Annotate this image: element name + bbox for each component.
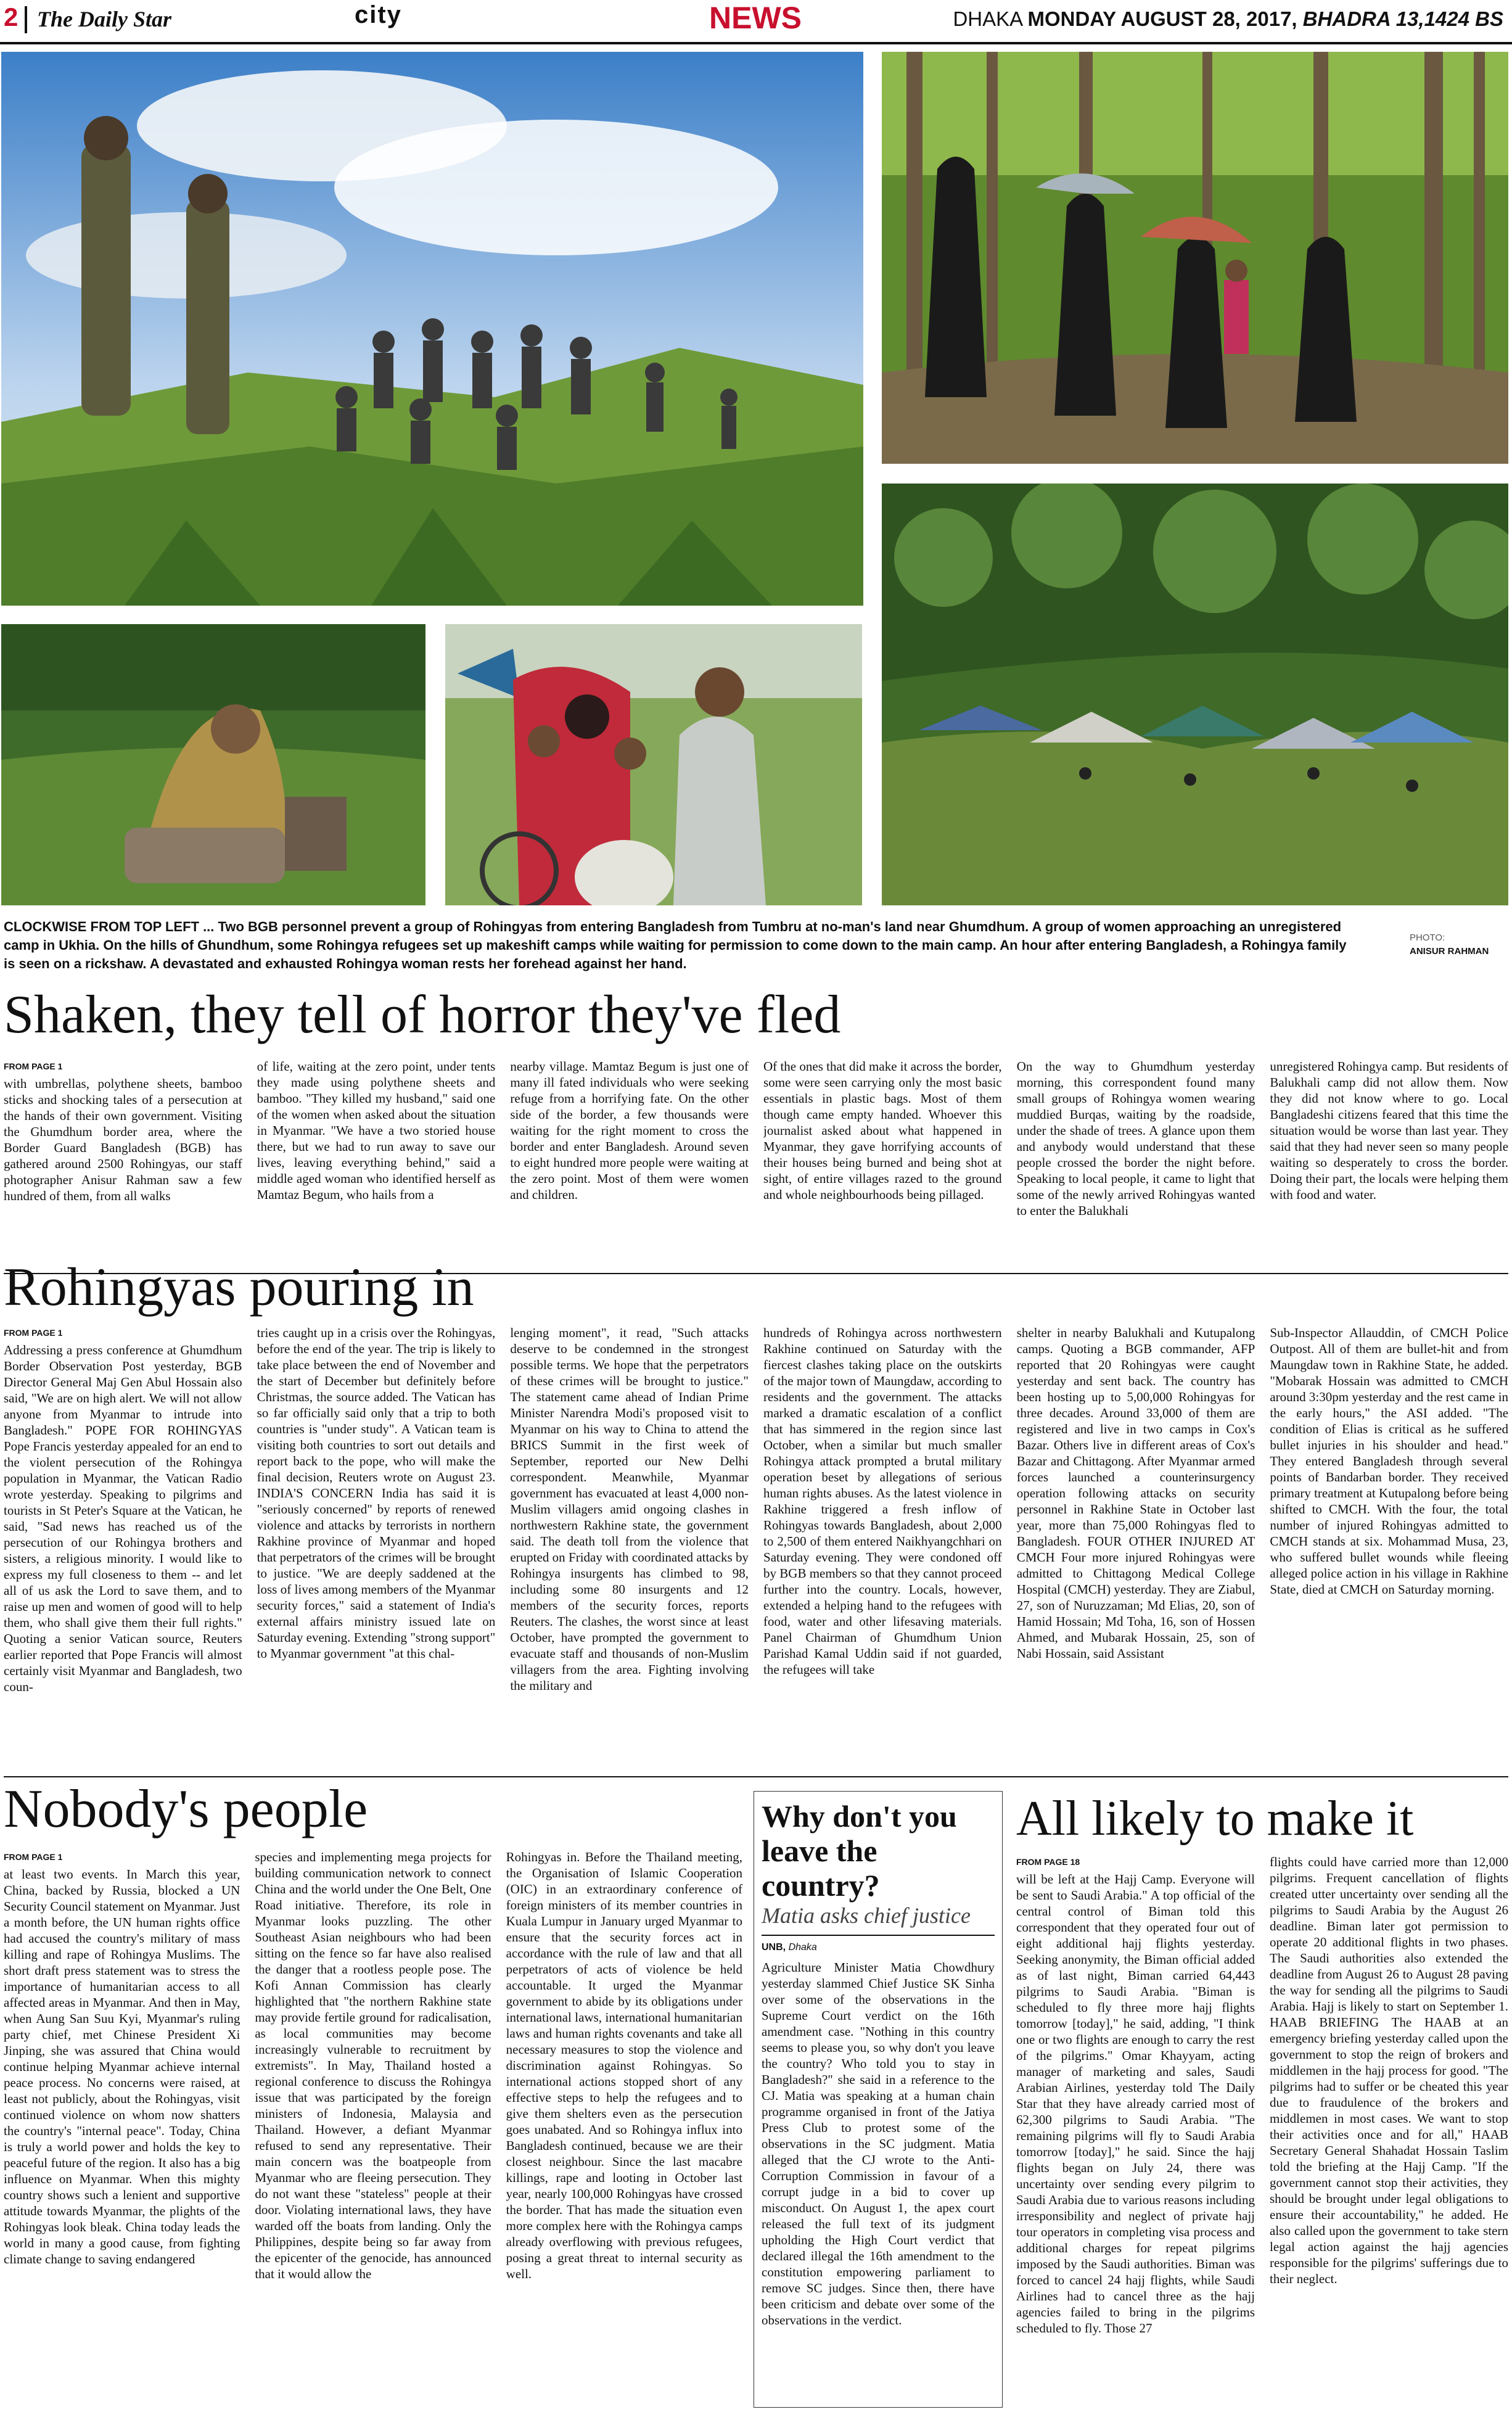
box-rule	[762, 1935, 995, 1936]
box-body	[762, 1959, 995, 2403]
box-subhead: Matia asks chief justice	[762, 1903, 971, 1928]
story1-col	[1270, 1058, 1508, 1268]
story1-col	[1017, 1058, 1255, 1268]
story3-col	[4, 1849, 240, 2408]
story2-col	[4, 1325, 242, 1769]
paragraph: flights could have carried more than 12,000 pilgrims. Frequent cancellation of flights created utter uncertainty over sending all the pilgrims to Saudi Arabia by the August 26 deadline. Biman later got permission to operate 20 additional flights in two phases. The Saudi authorities also extended the deadline from August 26 to August 28 paving the way for sending all the pilgrims to Saudi Arabia. Hajj is likely to start on September 1. HAAB BRIEFING The HAAB at an emergency briefing yesterday called upon the government to stop the reign of brokers and middlemen in the hajj process for good. "The pilgrims had to suffer or be cheated this year due to fraudulence of the brokers and middlemen in most cases. We want to stop their activities once and for all," HAAB Secretary General Shahadat Hossain Taslim told the briefing at the Hajj Camp. "If the government cannot stop their activities, they should be brought under legal obligations to ensure their accountability," he added. He also called upon the government to take stern legal action against the hajj agencies responsible for the pilgrims' sufferings due to their neglect.	[1270, 1854, 1508, 2286]
dateline-bangla: BHADRA 13,1424 BS	[1302, 7, 1503, 30]
photo-credit-name: ANISUR RAHMAN	[1410, 946, 1489, 957]
from-page: FROM PAGE 18	[1016, 1857, 1080, 1867]
section-rule	[4, 1776, 1508, 1777]
paragraph: species and implementing mega projects for building communication network to connect China and the world under the One Belt, One Road initiative. Therefore, its role in Myanmar looks puzzling. The other Southeast Asian neighbours who had been sitting on the fence so far have also realised the danger that a rootless people pose. The Kofi Annan Commission has clearly highlighted that "the northern Rakhine state may provide fertile ground for radicalisation, as local communities may become increasingly vulnerable to recruitment by extremists". In May, Thailand hosted a regional conference to discuss the Rohingya issue that was participated by the foreign ministers of Indonesia, Malaysia and Thailand. However, a defiant Myanmar refused to send any representative. Their main concern was the boatpeople from Myanmar who are fleeing persecution. They do not want these "stateless" people at their door. Violating international laws, they have warded off the boats from landing. Only the Philippines, despite being so far away from the epicenter of the genocide, has announced that it would allow the	[255, 1850, 491, 2281]
paragraph: Agriculture Minister Matia Chowdhury yesterday slammed Chief Justice SK Sinha over some of the observations in the Supreme Court verdict on the 16th amendment case. "Nothing in this country seems to please you, so why don't you leave the country? Who told you to stay in Bangladesh?" she said in a reference to the CJ. Matia was speaking at a human chain programme organised in front of the Jatiya Press Club to protest some of the observations in the SC judgment. Matia alleged that the CJ wrote to the Anti-Corruption Commission in favour of a corrupt judge in a bid to cover up misconduct. On August 1, the apex court released the full text of its judgment upholding the High Court verdict that declared illegal the 16th amendment to the constitution empowering parliament to remove SC judges. Since then, there have been criticism and debate over some of the observations in the verdict.	[762, 1960, 995, 2328]
story3-body	[4, 1849, 742, 2408]
story2-col	[510, 1325, 749, 1769]
paragraph: shelter in nearby Balukhali and Kutupalong camps. Quoting a BGB commander, AFP reported that 20 Rohingyas were caught yesterday and sent back. The country has been hosting up to 5,00,000 Rohingyas for three decades. Around 33,000 of them are registered and live in two camps in Cox's Bazar. Others live in different areas of Cox's Bazar and Chittagong. After Myanmar armed forces launched a counterinsurgency operation following attacks on security personnel in Rakhine State in October last year, more than 75,000 Rohingyas fled to Bangladesh. FOUR OTHER INJURED AT CMCH Four more injured Rohingyas were admitted to Chittagong Medical College Hospital (CMCH) yesterday. They are Ziabul, 27, son of Nuruzzaman; Md Elias, 20, son of Hamid Hossain; Md Toha, 16, son of Hossen Ahmed, and Mubarak Hossain, 25, son of Nabi Hossain, said Assistant	[1016, 1325, 1255, 1661]
photo-family-rickshaw	[445, 624, 862, 905]
story3-headline[interactable]: Nobody's people	[4, 1779, 368, 1839]
story1-col	[4, 1058, 242, 1268]
section-label[interactable]: city	[355, 1, 402, 28]
paper-name[interactable]: The Daily Star	[37, 7, 172, 31]
paragraph: with umbrellas, polythene sheets, bamboo sticks and shocking tales of a persecution at the hands of their own government. Visiting the Ghumdhum border area, where the Border Guard Bangladesh (BGB) has gathered around 2500 Rohingyas, our staff photographer Anisur Rahman saw a few hundred of them, from all walks	[4, 1076, 242, 1203]
story4-col	[1016, 1854, 1255, 2408]
story2-col	[1270, 1325, 1508, 1769]
masthead-divider	[25, 6, 27, 33]
dateline-date: MONDAY AUGUST 28, 2017,	[1027, 7, 1297, 30]
paragraph: at least two events. In March this year, China, backed by Russia, blocked a UN Security Council statement on Myanmar. Just a month before, the UN human rights office had accused the country's military of mass killing and rape of Rohingya Muslims. The short draft press statement was to stress the importance of humanitarian access to all affected areas in Myanmar. And then in May, when Aung San Suu Kyi, Myanmar's ruling party chief, met Chinese President Xi Jinping, she was assured that China would continue helping Myanmar achieve internal peace process. No concerns were raised, at least not publicly, about the Rohingyas, visit continued violence on whom now shatters the country's "internal peace". Today, China is truly a world power and holds the key to peaceful future of the region. It also has a big influence on Myanmar. When this mighty country shows such a lenient and supportive attitude towards Myanmar, the plights of the Rohingyas look bleak. China today leads the world in many a good cause, from fighting climate change to saving endangered	[4, 1867, 240, 2266]
paragraph: of life, waiting at the zero point, under tents they made using polythene sheets and bamboo. "They killed my husband," said one of the women when asked about the situation in Myanmar. "We have a two storied house there, but we had to run away to save our lives, leaving everything behind," said a middle aged woman who identified herself as Mamtaz Begum, who hails from a	[257, 1059, 496, 1202]
story3-col	[506, 1849, 742, 2408]
photo-credit	[1410, 931, 1508, 958]
box-byline-agency: UNB,	[762, 1942, 786, 1953]
photo-credit-label: PHOTO:	[1410, 932, 1445, 943]
story1-body	[4, 1058, 1508, 1268]
from-page: FROM PAGE 1	[4, 1061, 63, 1071]
sidebar-box	[754, 1791, 1003, 2408]
paragraph: hundreds of Rohingya across northwestern Rakhine continued on Saturday with the fiercest clashes taking place on the outskirts of the major town of Maungdaw, according to residents and the government. The attacks marked a dramatic escalation of a conflict that has simmered in the region since last October, when a similar but much smaller Rohingya attack prompted a brutal military operation beset by allegations of serious human rights abuses. As the latest violence in Rakhine triggered a fresh inflow of Rohingyas towards Bangladesh, about 2,000 to 2,500 of them entered Naikhyangchhari on Saturday evening. They were condoned off by BGB members so that they cannot proceed further into the country. Locals, however, extended a helping hand to the refugees with food, water and other lifesaving materials. Panel Chairman of Ghumdhum Union Parishad Kamal Uddin said if not guarded, the refugees will take	[763, 1325, 1002, 1677]
story2-body	[4, 1325, 1508, 1769]
photo-makeshift-camps-hill	[882, 484, 1508, 905]
paragraph: Sub-Inspector Allauddin, of CMCH Police Outpost. All of them are bullet-hit and from Maungdaw town in Rakhine State, he added. "Mobarak Hossain was admitted to CMCH around 3:30pm yesterday and the rest came in the early hours," the ASI added. "The condition of Elias is critical as he suffered bullet injuries in his shoulder and head." They entered Bangladesh through several points of Bandarban border. They received primary treatment at Kutupalong before being shifted to CMCH. With the four, the total number of injured Rohingyas admitted to CMCH stands at six. Mohammad Musa, 23, who suffered bullet wounds while fleeing alleged police action in his village in Rakhine State, died at CMCH on Saturday morning.	[1270, 1325, 1509, 1597]
photo-exhausted-woman	[1, 624, 425, 905]
story2-col	[763, 1325, 1002, 1769]
story4-col	[1270, 1854, 1508, 2408]
paragraph: On the way to Ghumdhum yesterday morning, this correspondent found many small groups of Rohingya women wearing muddied Burqas, waiting by the roadside, under the shade of trees. A glance upon them and anybody would understand that these people crossed the border the night before. Speaking to local people, it came to light that some of the newly arrived Rohingyas wanted to enter the Balukhali	[1016, 1059, 1255, 1218]
photo-women-approaching-camp	[882, 52, 1508, 464]
dateline	[953, 7, 1503, 31]
box-byline	[762, 1942, 995, 1953]
story2-headline[interactable]: Rohingyas pouring in	[4, 1257, 474, 1317]
story4-headline[interactable]: All likely to make it	[1016, 1792, 1414, 1846]
paragraph: will be left at the Hajj Camp. Everyone will be sent to Saudi Arabia." A top official of the central control of Biman told this correspondent that they operated four out of eight additional hajj flights yesterday. Seeking anonymity, the Biman official added as of last night, Biman carried 64,443 pilgrims to Saudi Arabia. "Biman is scheduled to fly three more hajj flights tomorrow [today]," he said, adding, "I think one or two flights are enough to carry the rest of the pilgrims." Omar Khayyam, acting manager of marketing and sales, Saudi Arabian Airlines, yesterday told The Daily Star that they have already carried most of 62,300 pilgrims to Saudi Arabia. "The remaining pilgrims will fly to Saudi Arabia tomorrow [today]," he said. Since the hajj flights began on July 24, there was uncertainty over sending every pilgrim to Saudi Arabia due to various reasons including irresponsibility and neglect of private hajj tour operators in completing visa process and additional charges for repeat pilgrims imposed by the Saudi authorities. Biman was forced to cancel 24 hajj flights, while Saudi Airlines had to cancel three as the hajj agencies failed to bring in the pilgrims scheduled to fly. Those 27	[1016, 1872, 1255, 2336]
paragraph: lenging moment", it read, "Such attacks deserve to be condemned in the strongest possible terms. We hope that the perpetrators of these crimes will be brought to justice." The statement came ahead of Indian Prime Minister Narendra Modi's proposed visit to Myanmar on his way to China to attend the BRICS Summit in the first week of September, reported our New Delhi correspondent. Meanwhile, Myanmar government has evacuated at least 4,000 non-Muslim villagers amid ongoing clashes in northwestern Rakhine state, the government said. The death toll from the violence that erupted on Friday with coordinated attacks by Rohingya insurgents has climbed to 98, including some 80 insurgents and 12 members of the security forces, reports Reuters. The clashes, the worst since at least October, have prompted the government to evacuate staff and thousands of non-Muslim villagers from the area. Fighting involving the military and	[510, 1325, 749, 1693]
paragraph: tries caught up in a crisis over the Rohingyas, before the end of the year. The trip is likely to take place between the end of November and the start of December but definitely before Christmas, the source added. The Vatican has so far officially said only that a trip to both countries is "under study". A Vatican team is visiting both countries to sort out details and report back to the pope, who will make the final decision, Reuters wrote on August 23. INDIA'S CONCERN India has said it is "seriously concerned" by reports of renewed violence and attacks by terrorists in northern Rakhine province of Myanmar and hoped that perpetrators of the crimes will be brought to justice. "We are deeply saddened at the loss of lives among members of the Myanmar security forces," said a statement of India's external affairs ministry issued late on Saturday evening. Extending "strong support" to Myanmar government "at this chal-	[257, 1325, 496, 1661]
paragraph: Addressing a press conference at Ghumdhum Border Observation Post yesterday, BGB Director General Maj Gen Abul Hossain also said, "We are on high alert. We will not allow anyone from Myanmar to intrude into Bangladesh." POPE FOR ROHINGYAS Pope Francis yesterday appealed for an end to the violent persecution of the Rohingya population in Myanmar, the Vatican Radio wrote yesterday. Speaking to pilgrims and tourists in St Peter's Square at the Vatican, he said, "Sad news has reached us of the persecution of our Rohingya brothers and sisters, a religious minority. I would like to express my full closeness to them -- and let all of us ask the Lord to save them, and to raise up men and women of good will to help them, who shall give them their full rights." Quoting a senior Vatican source, Reuters earlier reported that Pope Francis will almost certainly visit Myanmar and Bangladesh, two coun-	[4, 1343, 242, 1694]
story2-col	[1017, 1325, 1255, 1769]
from-page: FROM PAGE 1	[4, 1852, 63, 1862]
photo-bgb-guards	[1, 52, 863, 606]
box-headline[interactable]: Why don't you leave the country?	[762, 1799, 957, 1903]
story1-col	[510, 1058, 749, 1268]
story1-col	[257, 1058, 496, 1268]
story4-body	[1016, 1854, 1508, 2408]
story1-col	[763, 1058, 1002, 1268]
box-byline-place: Dhaka	[788, 1942, 817, 1953]
paragraph: Rohingyas in. Before the Thailand meeting, the Organisation of Islamic Cooperation (OIC) in an extraordinary conference of foreign ministers of its member countries in Kuala Lumpur in January urged Myanmar to ensure that the security forces act in accordance with the rule of law and that all perpetrators of acts of violence be held accountable. It urged the Myanmar government to abide by its obligations under international laws, international humanitarian laws and human rights covenants and take all necessary measures to stop the violence and discrimination against Rohingyas. So international actions stopped short of any effective steps to help the refugees and to give them shelters even as the persecution goes unabated. And so Rohingya influx into Bangladesh continued, because we are their closest neighbour. Since the last macabre killings, rape and looting in October last year, nearly 100,000 Rohingyas have crossed the border. That has made the situation even more complex here with the Rohingya camps already overflowing with previous refugees, posing a great threat to internal security as well.	[506, 1850, 742, 2281]
paragraph: nearby village. Mamtaz Begum is just one of many ill fated individuals who were seeking refuge from a horrifying fate. On the other side of the border, a few thousands were waiting for the right moment to cross the border and enter Bangladesh. Around seven to eight hundred more people were waiting at the zero point. Most of them were women and children.	[510, 1059, 749, 1202]
photo-caption: CLOCKWISE FROM TOP LEFT ... Two BGB personnel prevent a group of Rohingyas from entering Bangladesh from Tumbru at no-man's land near Ghumdhum. A group of women approaching an unregistered camp in Ukhia. On the hills of Ghundhum, some Rohingya refugees set up makeshift camps while waiting for permission to come down to the main camp. An hour after entering Bangladesh, a Rohingya family is seen on a rickshaw. A devastated and exhausted Rohingya woman rests her forehead against her hand.	[4, 919, 1347, 971]
from-page: FROM PAGE 1	[4, 1328, 63, 1338]
paragraph: unregistered Rohingya camp. But residents of Balukhali camp did not allow them. Now they did not know where to go. Local Bangladeshi citizens feared that this time the situation would be worse than last year. They said that they had never seen so many people waiting so desperately to cross the border. Doing their part, the locals were helping them with food and water.	[1270, 1059, 1509, 1202]
story3-col	[255, 1849, 491, 2408]
story1-headline[interactable]: Shaken, they tell of horror they've fled	[4, 985, 841, 1045]
paragraph: Of the ones that did make it across the border, some were seen carrying only the most basic essentials in plastic bags. Most of them though came empty handed. Whoever this journalist asked about what happened in Myanmar, they gave horrifying accounts of their houses being burned and being shot at sight, of entire villages razed to the ground and whole neighbourhoods being pillaged.	[763, 1059, 1002, 1202]
dateline-place: DHAKA	[953, 7, 1022, 30]
masthead	[0, 0, 1512, 44]
story2-col	[257, 1325, 496, 1769]
page-number: 2	[4, 2, 18, 31]
news-label[interactable]: NEWS	[709, 1, 802, 35]
